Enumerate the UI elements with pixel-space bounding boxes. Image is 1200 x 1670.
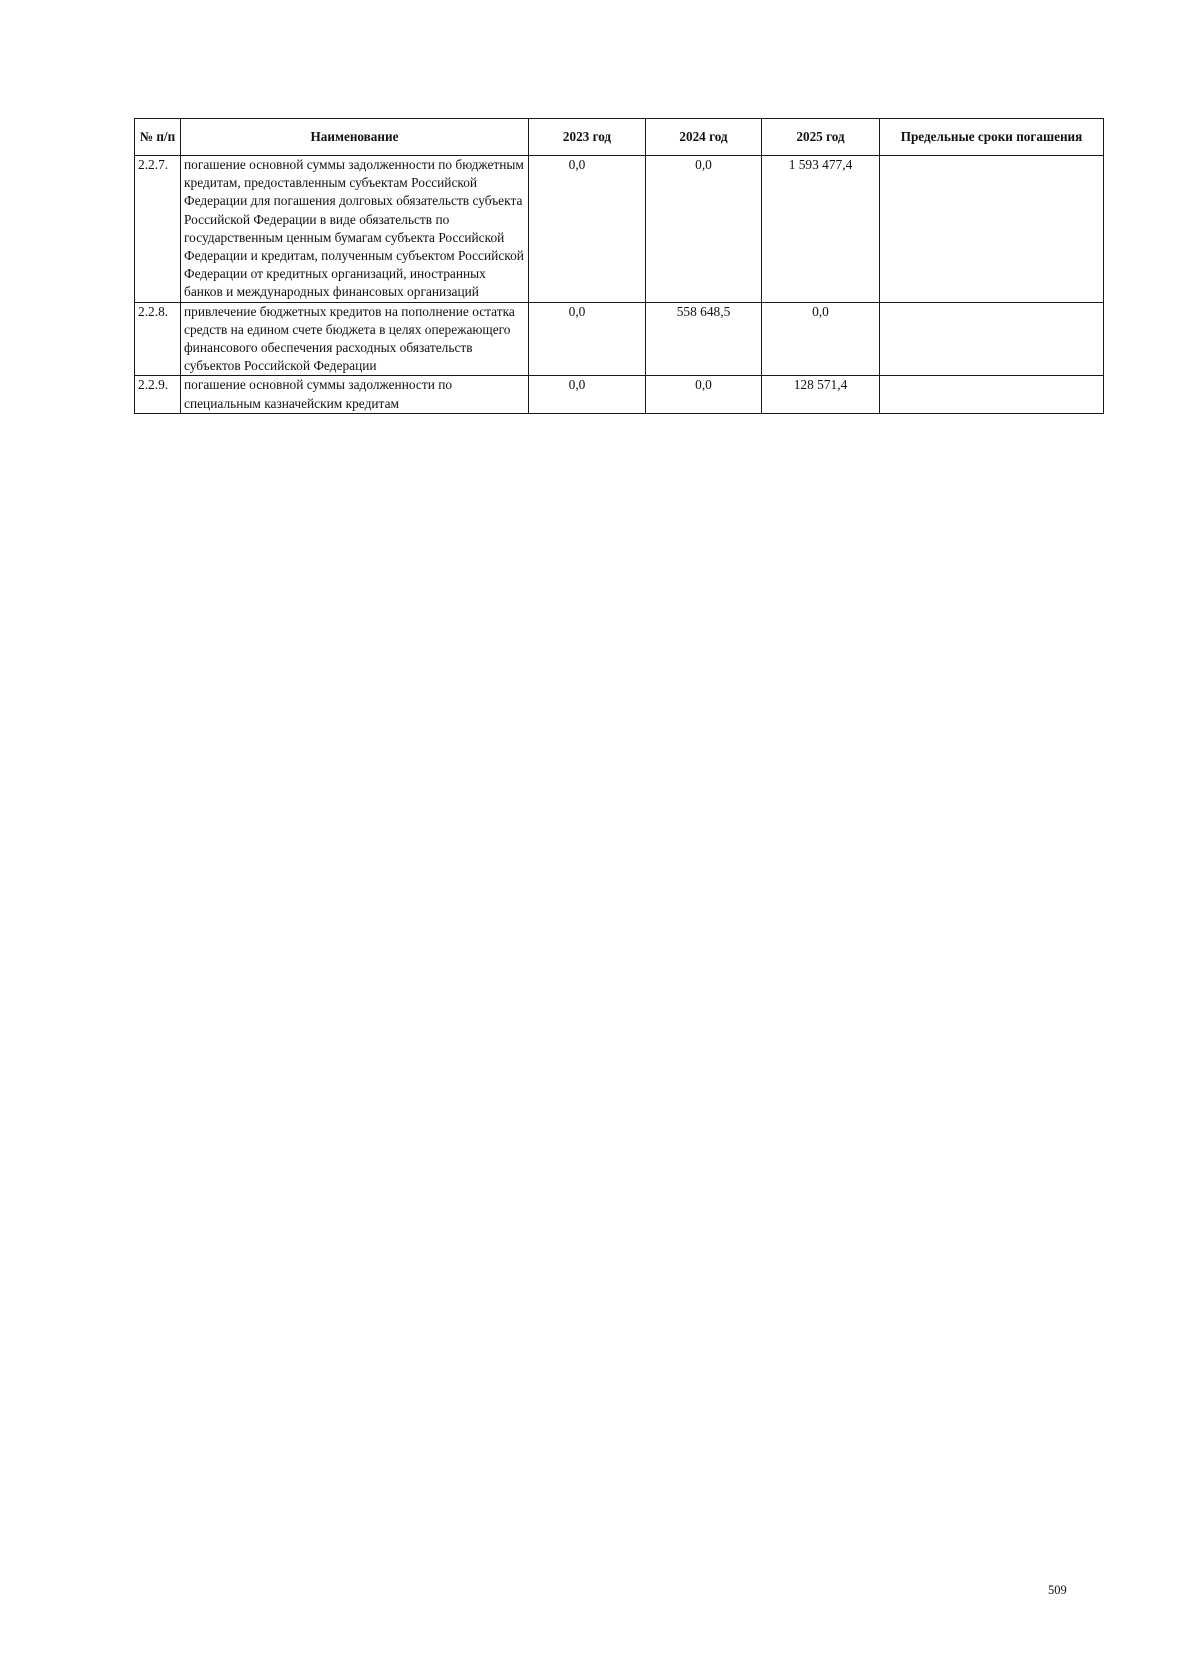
header-deadline: Предельные сроки погашения	[880, 119, 1104, 156]
header-name: Наименование	[181, 119, 529, 156]
header-2023: 2023 год	[529, 119, 646, 156]
table-row	[135, 376, 1104, 413]
table-row	[135, 302, 1104, 376]
row-name: погашение основной суммы задолженности по специальным казначейским кредитам	[181, 376, 529, 413]
value-2024-text: 558 648,5	[676, 303, 731, 319]
value-2025-text: 128 571,4	[793, 377, 848, 393]
deadline-cell	[880, 156, 1104, 303]
table-header-row	[135, 119, 1104, 156]
page-number: 509	[1048, 1583, 1067, 1597]
header-num: № п/п	[135, 119, 181, 156]
deadline-cell	[880, 302, 1104, 376]
value-2023-text: 0,0	[568, 377, 586, 393]
value-2023	[529, 376, 646, 413]
row-number: 2.2.7.	[135, 156, 181, 303]
table-row	[135, 156, 1104, 303]
debt-table	[134, 118, 1104, 414]
value-2025	[762, 302, 880, 376]
row-number: 2.2.9.	[135, 376, 181, 413]
value-2025	[762, 376, 880, 413]
row-number: 2.2.8.	[135, 302, 181, 376]
header-2024: 2024 год	[646, 119, 762, 156]
deadline-cell	[880, 376, 1104, 413]
value-2023-text: 0,0	[568, 303, 586, 319]
value-2023	[529, 302, 646, 376]
value-2025-text: 0,0	[812, 303, 829, 319]
header-2025: 2025 год	[762, 119, 880, 156]
value-2023	[529, 156, 646, 303]
value-2024	[646, 376, 762, 413]
value-2025	[762, 156, 880, 303]
value-2024	[646, 302, 762, 376]
value-2024-text: 0,0	[695, 377, 712, 393]
value-2024-text: 0,0	[695, 157, 712, 172]
row-name: погашение основной суммы задолженности по бюджетным кредитам, предоставленным субъектам Российской Федерации для погашения долговых обязательств субъекта Российской Федерации в виде обязательств по государственным ценным бумагам субъекта Российской Федерации и кредитам, полученным субъектом Российской Федерации от кредитных организаций, иностранных банков и международных финансовых организаций	[181, 156, 529, 303]
value-2025-text: 1 593 477,4	[788, 157, 853, 172]
value-2024	[646, 156, 762, 303]
row-name: привлечение бюджетных кредитов на пополнение остатка средств на едином счете бюджета в целях опережающего финансового обеспечения расходных обязательств субъектов Российской Федерации	[181, 302, 529, 376]
value-2023-text: 0,0	[568, 157, 586, 172]
